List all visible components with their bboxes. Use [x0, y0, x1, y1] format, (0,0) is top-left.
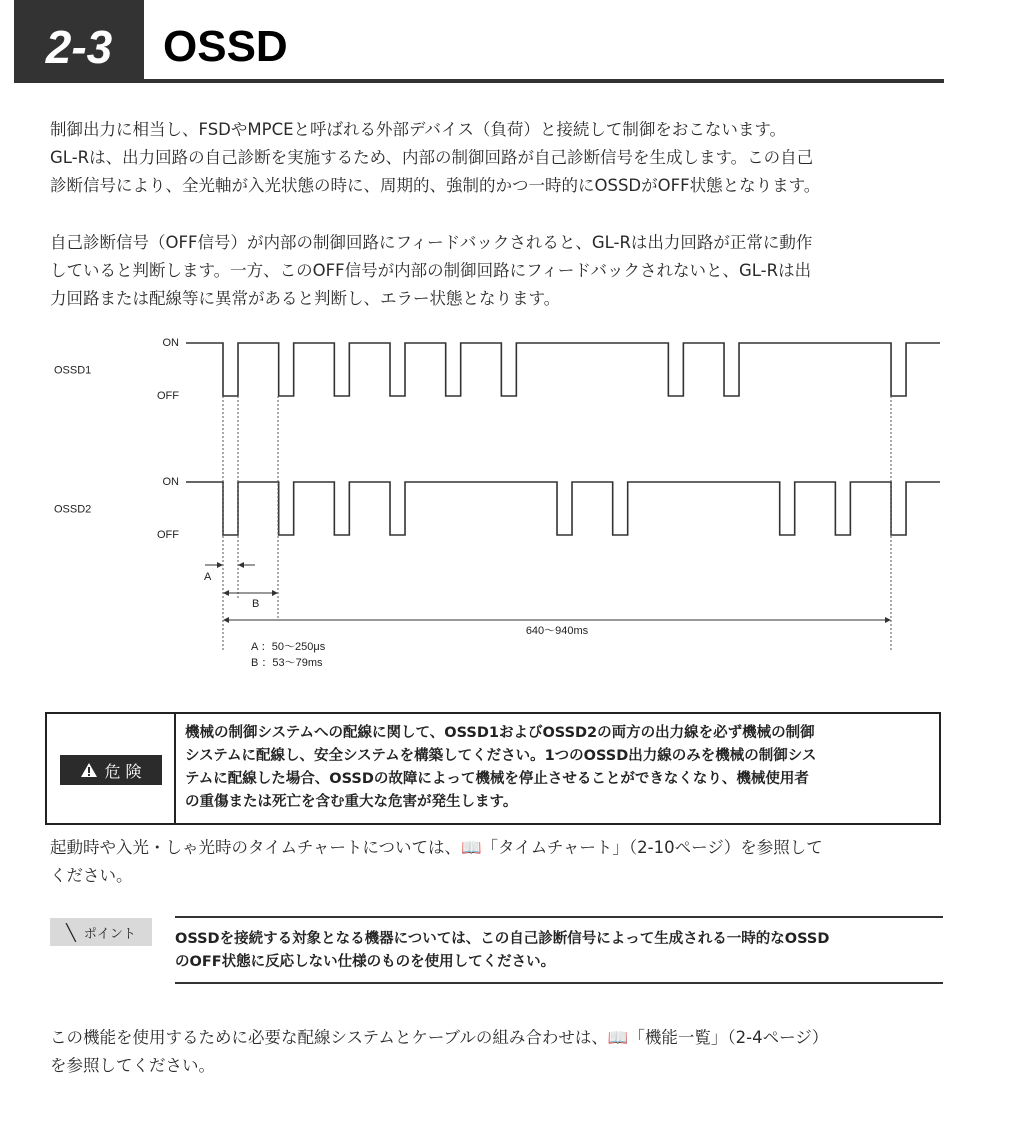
- legend-b: B ：53〜79ms: [251, 657, 323, 669]
- ossd1-waveform: [186, 343, 940, 396]
- page-title: OSSD: [163, 22, 288, 71]
- function-reference: [50, 1024, 828, 1080]
- text-line: OSSDを接続する対象となる機器については、この自己診断信号によって生成される一時的なOSSD: [175, 931, 830, 947]
- text-line[interactable]: 起動時や入光・しゃ光時のタイムチャートについては、📖「タイムチャート」（2-10ページ）を参照して: [50, 838, 823, 857]
- text-line: のOFF状態に反応しない仕様のものを使用してください。: [175, 954, 556, 970]
- off-level-label: OFF: [157, 529, 179, 541]
- on-level-label: ON: [162, 337, 179, 349]
- point-badge-label: ポイント: [83, 926, 136, 942]
- pen-icon: ╲: [66, 922, 76, 942]
- signal-name: OSSD2: [54, 503, 92, 516]
- point-bottom-rule: [175, 982, 943, 984]
- text-line[interactable]: この機能を使用するために必要な配線システムとケーブルの組み合わせは、📖「機能一覧」（2-4ページ）: [50, 1028, 829, 1047]
- text-line: の重傷または死亡を含む重大な危害が発生します。: [185, 794, 518, 810]
- section-number: 2-3: [14, 0, 144, 83]
- text-line: を参照してください。: [50, 1056, 215, 1075]
- danger-text: [185, 722, 816, 814]
- point-text: [175, 928, 829, 974]
- text-line: システムに配線し、安全システムを構築してください。1つのOSSD出力線のみを機械の制御シス: [185, 748, 817, 764]
- text-line: 自己診断信号（OFF信号）が内部の制御回路にフィードバックされると、GL-Rは出力回路が正常に動作: [50, 233, 813, 252]
- timechart-reference: [50, 834, 823, 890]
- text-line: していると判断します。一方、このOFF信号が内部の制御回路にフィードバックされないと、GL-Rは出: [50, 261, 812, 280]
- off-level-label: OFF: [157, 390, 179, 402]
- point-badge: [50, 918, 152, 946]
- point-top-rule: [175, 916, 943, 918]
- signal-name: OSSD1: [54, 364, 92, 377]
- text-line: 制御出力に相当し、FSDやMPCEと呼ばれる外部デバイス（負荷）と接続して制御をおこないます。: [50, 120, 787, 139]
- text-line: テムに配線した場合、OSSDの故障によって機械を停止させることができなくなり、機械使用者: [185, 771, 809, 787]
- legend-a: A ：50〜250μs: [251, 641, 326, 653]
- ossd2-waveform: [186, 482, 940, 535]
- danger-badge-label: 危 険: [104, 761, 142, 781]
- text-line: ください。: [50, 866, 133, 885]
- danger-box: [45, 712, 941, 825]
- cycle-label: 640〜940ms: [525, 625, 589, 637]
- warning-triangle-icon: [80, 762, 98, 778]
- text-line: 診断信号により、全光軸が入光状態の時に、周期的、強制的かつ一時的にOSSDがOFF状態となります。: [50, 176, 821, 195]
- danger-label-cell: [47, 714, 176, 823]
- text-line: GL-Rは、出力回路の自己診断を実施するため、内部の制御回路が自己診断信号を生成します。この自己: [50, 148, 814, 167]
- text-line: 力回路または配線等に異常があると判断し、エラー状態となります。: [50, 289, 561, 308]
- text-line: 機械の制御システムへの配線に関して、OSSD1およびOSSD2の両方の出力線を必ず機械の制御: [185, 725, 815, 741]
- on-level-label: ON: [162, 476, 179, 488]
- b-label: B: [252, 598, 260, 610]
- danger-badge: [60, 755, 162, 785]
- a-label: A: [204, 571, 212, 583]
